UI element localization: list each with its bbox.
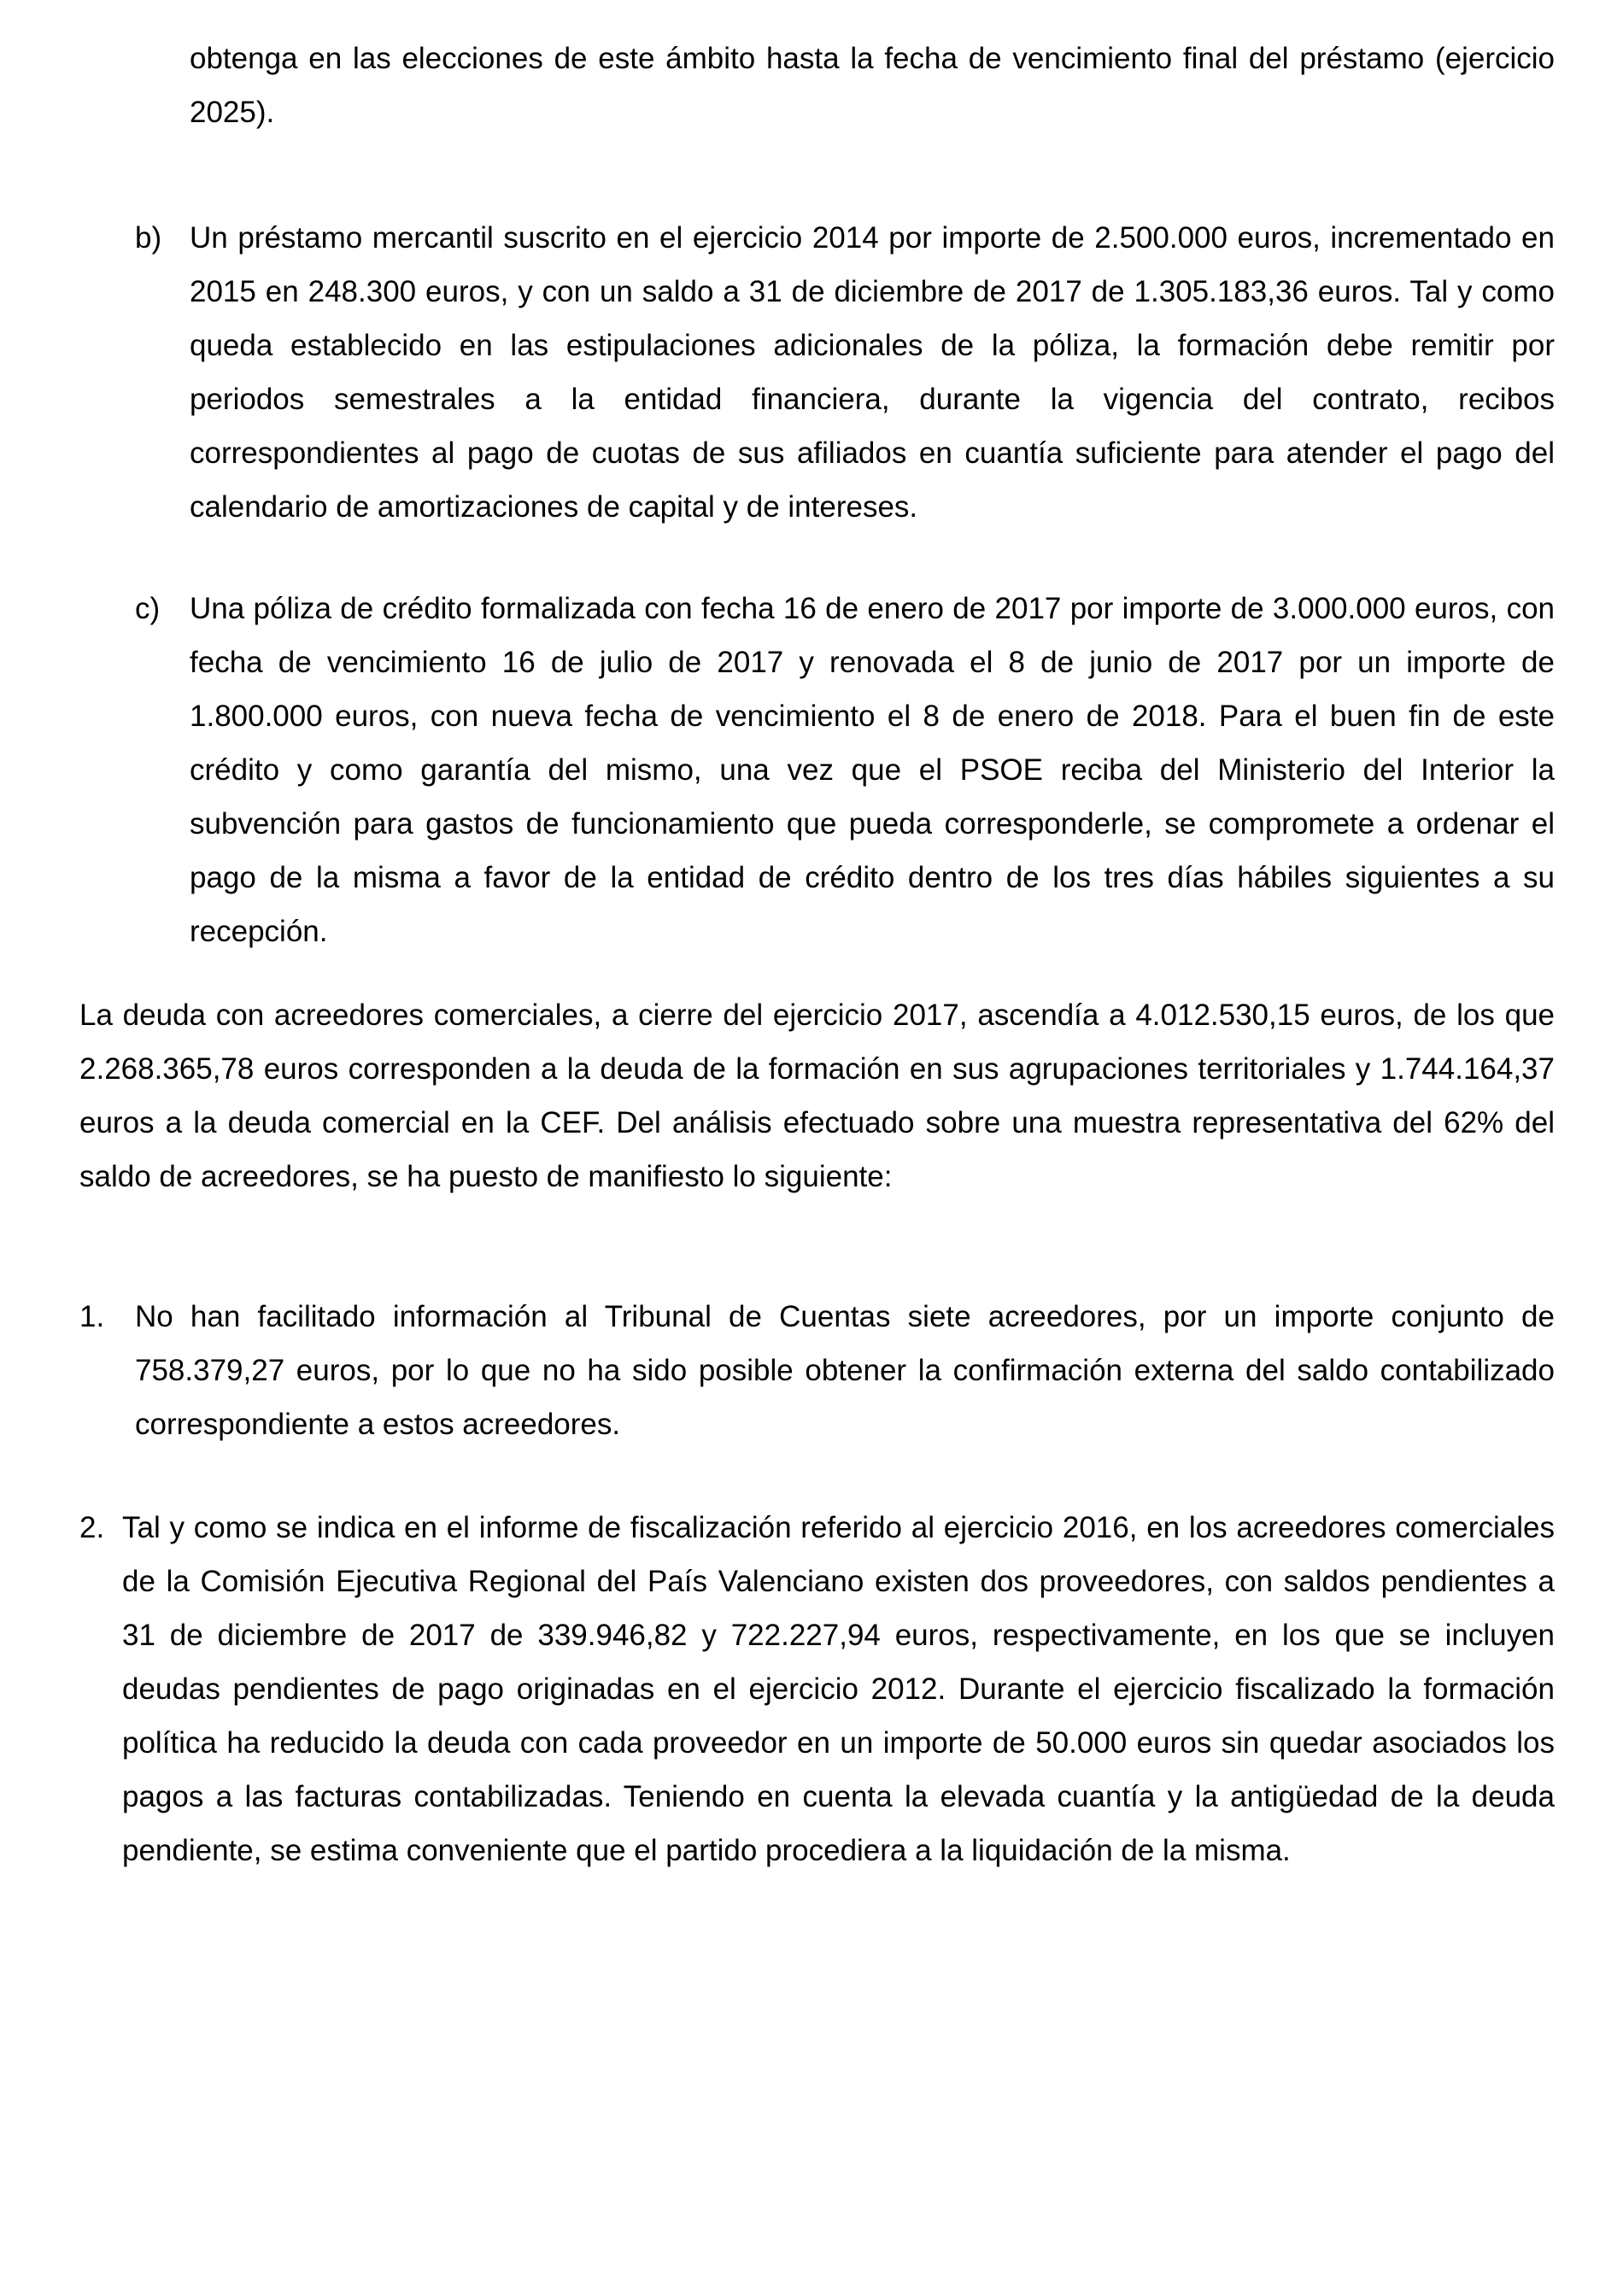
item-a-continuation: obtenga en las elecciones de este ámbito hasta la fecha de vencimiento final del préstamo (ejercicio 2025). [190,42,1555,129]
list-item-1: No han facilitado información al Tribunal de Cuentas siete acreedores, por un importe conjunto de 758.379,27 euros, por lo que no ha sido posible obtener la confirmación externa del saldo contabilizado correspondiente a estos acreedores. [135,1300,1555,1441]
list-marker-1: 1. [79,1300,105,1333]
list-marker-b: b) [135,221,162,255]
list-item-2: Tal y como se indica en el informe de fiscalización referido al ejercicio 2016, en los acreedores comerciales de la Comisión Ejecutiva Regional del País Valenciano existen dos proveedores, con saldos pendientes a 31 de diciembre de 2017 de 339.946,82 y 722.227,94 euros, respectivamente, en los que se incluyen deudas pendientes de pago originadas en el ejercicio 2012. Durante el ejercicio fiscalizado la formación política ha reducido la deuda con cada proveedor en un importe de 50.000 euros sin quedar asociados los pagos a las facturas contabilizadas. Teniendo en cuenta la elevada cuantía y la antigüedad de la deuda pendiente, se estima conveniente que el partido procediera a la liquidación de la misma. [122,1511,1555,1867]
list-item-b: Un préstamo mercantil suscrito en el ejercicio 2014 por importe de 2.500.000 euros, incrementado en 2015 en 248.300 euros, y con un saldo a 31 de diciembre de 2017 de 1.305.183,36 euros. Tal y como queda establecido en las estipulaciones adicionales de la póliza, la formación debe remitir por periodos semestrales a la entidad financiera, durante la vigencia del contrato, recibos correspondientes al pago de cuotas de sus afiliados en cuantía suficiente para atender el pago del calendario de amortizaciones de capital y de intereses. [190,221,1555,524]
paragraph-deuda-acreedores: La deuda con acreedores comerciales, a cierre del ejercicio 2017, ascendía a 4.012.530,15 euros, de los que 2.268.365,78 euros corresponden a la deuda de la formación en sus agrupaciones territoriales y 1.744.164,37 euros a la deuda comercial en la CEF. Del análisis efectuado sobre una muestra representativa del 62% del saldo de acreedores, se ha puesto de manifiesto lo siguiente: [79,999,1555,1193]
list-marker-2: 2. [79,1511,105,1544]
list-marker-c: c) [135,592,161,625]
list-item-c: Una póliza de crédito formalizada con fecha 16 de enero de 2017 por importe de 3.000.000 euros, con fecha de vencimiento 16 de julio de 2017 y renovada el 8 de junio de 2017 por un importe de 1.800.000 euros, con nueva fecha de vencimiento el 8 de enero de 2018. Para el buen fin de este crédito y como garantía del mismo, una vez que el PSOE reciba del Ministerio del Interior la subvención para gastos de funcionamiento que pueda corresponderle, se compromete a ordenar el pago de la misma a favor de la entidad de crédito dentro de los tres días hábiles siguientes a su recepción. [190,592,1555,948]
